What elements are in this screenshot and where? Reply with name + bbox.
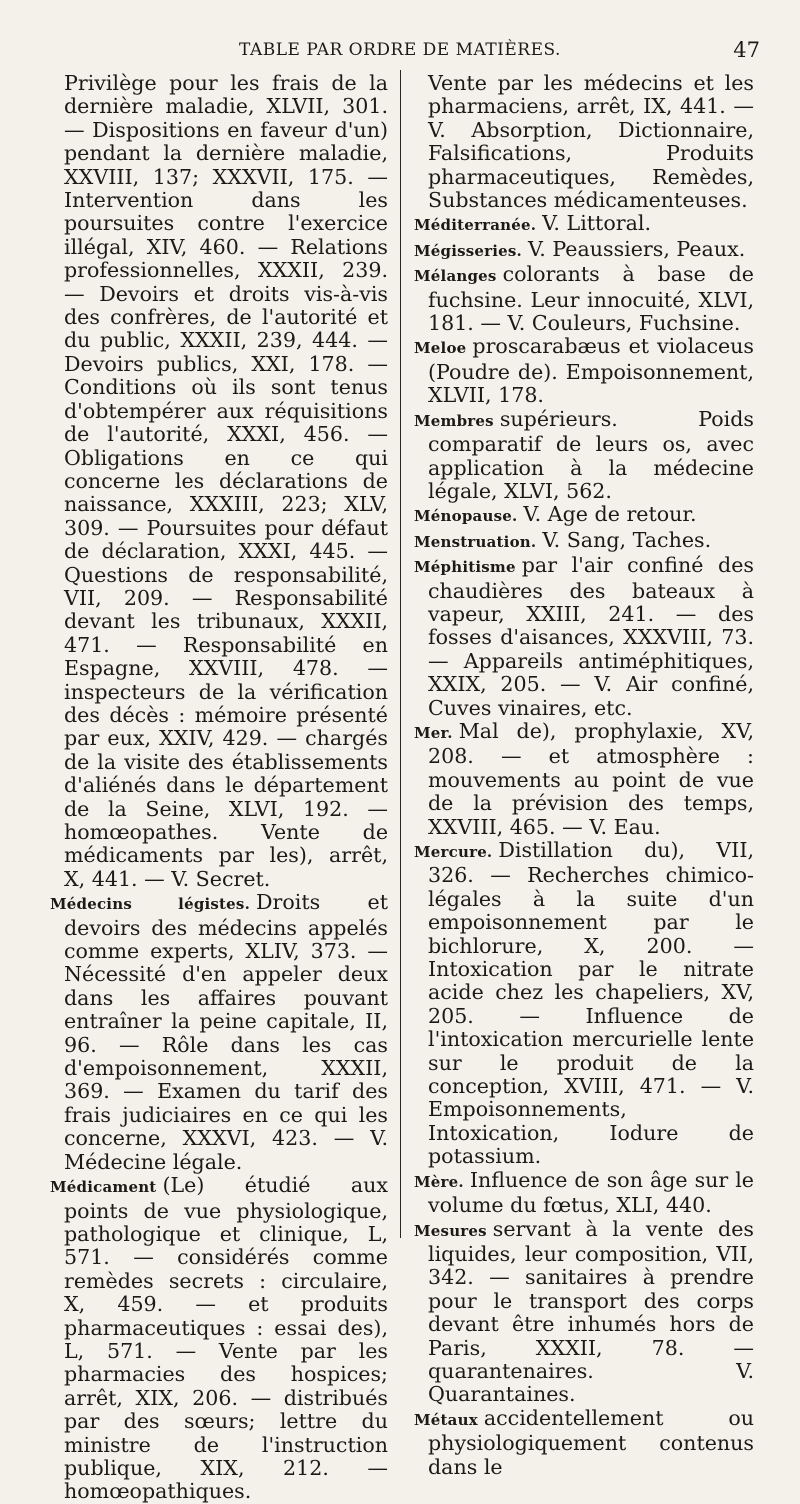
entry-heading: Médicament <box>50 1178 157 1197</box>
entry-text: V. Peaussiers, Peaux. <box>527 236 746 261</box>
index-entry <box>414 529 754 554</box>
entry-text: Droits et devoirs des médecins appelés comme experts, XLIV, 373. — Nécessité d'en appeler deux dans les affaires pouvant entraîner la peine capitale, II, 96. — Rôle dans les cas d'empoisonnement, XXXII, 369. — Examen du tarif des frais judiciaires en ce qui les concerne, XXXVI, 423. — V. Médecine légale. <box>64 890 388 1174</box>
left-column <box>50 72 388 1504</box>
entry-text: (Le) étudié aux points de vue physiologique, pathologique et clinique, L, 571. — considérés comme remèdes secrets : circulaire, X, 459. — et produits pharmaceutiques : essai des), L, 571. — Vente par les pharmacies des hospices; arrêt, XIX, 206. — distribués par des sœurs; lettre du ministre de l'instruction publique, XIX, 212. — homœopathiques. <box>64 1173 388 1504</box>
entry-text: accidentellement ou physiologiquement contenus dans le <box>428 1405 754 1479</box>
entry-text: servant à la vente des liquides, leur composition, VII, 342. — sanitaires à prendre pour le transport des corps devant être inhumés hors de Paris, XXXII, 78. — quarantenaires. V. Quarantaines. <box>428 1216 754 1407</box>
entry-text: Influence de son âge sur le volume du fœtus, XLI, 440. <box>428 1167 754 1218</box>
entry-heading: Membres <box>414 411 494 430</box>
entry-heading: Mélanges <box>414 267 497 286</box>
entry-text: V. Littoral. <box>542 211 651 236</box>
entry-heading: Mère. <box>414 1172 464 1191</box>
entry-heading: Méphitisme <box>414 558 516 577</box>
index-entry <box>414 212 754 237</box>
entry-text: supérieurs. Poids comparatif de leurs os, avec application à la médecine légale, XLVI, 562. <box>428 406 754 503</box>
index-entry <box>414 503 754 528</box>
index-entry <box>414 1407 754 1479</box>
entry-text: Distillation du), VII, 326. — Recherches chimico-légales à la suite d'un empoisonnement par le bichlorure, X, 200. — Intoxication par le nitrate acide chez les chapeliers, XV, 205. — Influence de l'intoxication mercurielle lente sur le produit de la conception, XVIII, 471. — V. Empoisonnements, Intoxication, Iodure de potassium. <box>428 838 754 1169</box>
index-entry <box>414 1169 754 1218</box>
page-number: 47 <box>733 38 760 62</box>
index-entry <box>414 408 754 504</box>
index-entry <box>50 891 388 1174</box>
index-entry <box>414 335 754 407</box>
entry-text: colorants à base de fuchsine. Leur innocuité, XLVI, 181. — V. Couleurs, Fuchsine. <box>428 262 754 336</box>
entry-heading: Mercure. <box>414 843 493 861</box>
entry-heading: Mégisseries. <box>414 241 522 260</box>
entry-heading: Menstruation. <box>414 532 537 551</box>
page-header <box>40 38 760 68</box>
entry-text: par l'air confiné des chaudières des bateaux à vapeur, XXIII, 241. — des fosses d'aisances, XXXVIII, 73. — Appareils antiméphitiques, XXIX, 205. — V. Air confiné, Cuves vinaires, etc. <box>428 553 754 720</box>
index-entry <box>414 554 754 720</box>
entry-text: Vente par les médecins et les pharmaciens, arrêt, IX, 441. — V. Absorption, Dictionnaire, Falsifications, Produits pharmaceutiques, Remèdes, Substances médicamenteuses. <box>428 71 754 213</box>
running-title: TABLE PAR ORDRE DE MATIÈRES. <box>239 40 561 60</box>
entry-text: V. Age de retour. <box>523 502 697 527</box>
entry-heading: Méditerranée. <box>414 216 537 235</box>
index-entry <box>414 839 754 1169</box>
right-column <box>414 72 754 1479</box>
column-divider <box>400 70 401 1238</box>
entry-text: V. Sang, Taches. <box>542 527 712 552</box>
index-entry <box>414 263 754 335</box>
entry-heading: Ménopause. <box>414 507 518 526</box>
index-entry <box>414 72 754 212</box>
entry-heading: Métaux <box>414 1410 478 1429</box>
entry-text: Mal de), prophylaxie, XV, 208. — et atmosphère : mouvements au point de vue de la prévision des temps, XXVIII, 465. — V. Eau. <box>428 718 754 839</box>
index-entry <box>414 1218 754 1407</box>
index-entry <box>50 72 388 891</box>
entry-heading: Mesures <box>414 1221 487 1240</box>
index-entry <box>414 720 754 839</box>
entry-heading: Meloe <box>414 339 467 358</box>
entry-heading: Mer. <box>414 723 453 742</box>
index-entry <box>50 1174 388 1504</box>
entry-text: Privilège pour les frais de la dernière maladie, XLVII, 301. — Dispositions en faveur d'un) pendant la dernière maladie, XXVIII, 137; XXXVII, 175. — Intervention dans les poursuites contre l'exercice illégal, XIV, 460. — Relations professionnelles, XXXII, 239. — Devoirs et droits vis-à-vis des confrères, de l'autorité et du public, XXXII, 239, 444. — Devoirs publics, XXI, 178. — Conditions où ils sont tenus d'obtempérer aux réquisitions de l'autorité, XXXI, 456. — Obligations en ce qui concerne les déclarations de naissance, XXXIII, 223; XLV, 309. — Poursuites pour défaut de déclaration, XXXI, 445. — Questions de responsabilité, VII, 209. — Responsabilité devant les tribunaux, XXXII, 471. — Responsabilité en Espagne, XXVIII, 478. — inspecteurs de la vérification des décès : mémoire présenté par eux, XXIV, 429. — chargés de la visite des établissements d'aliénés dans le département de la Seine, XLVI, 192. — homœopathes. Vente de médicaments par les), arrêt, X, 441. — V. Secret. <box>64 71 388 891</box>
entry-text: proscarabæus et violaceus (Poudre de). Empoisonnement, XLVII, 178. <box>428 334 754 408</box>
entry-heading: Médecins légistes. <box>50 895 250 914</box>
index-entry <box>414 238 754 263</box>
